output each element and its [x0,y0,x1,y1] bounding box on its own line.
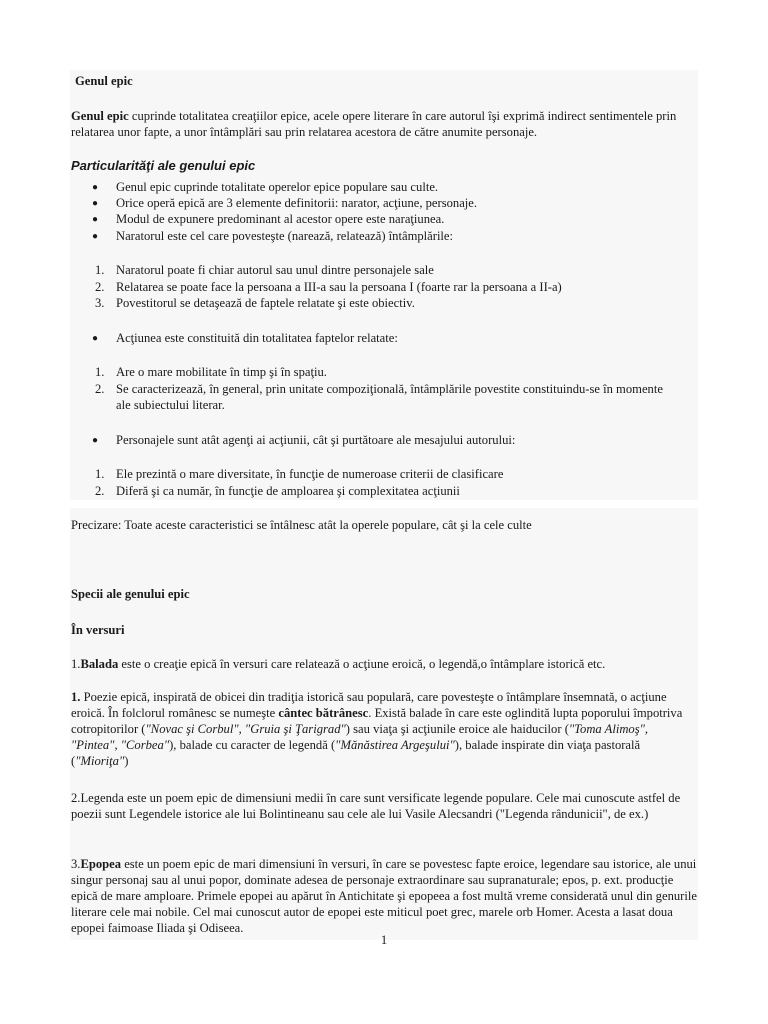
precizare-note: Precizare: Toate aceste caracteristici se întâlnesc atât la operele populare, cât şi la cele culte [71,518,532,532]
versuri-heading: În versuri [71,623,125,637]
list-number: 2. [95,280,105,294]
bullet-item: Acţiunea este constituită din totalitatea faptelor relatate: [116,331,398,345]
list-number: 1. [95,263,105,277]
bullet-item: Personajele sunt atât agenţi ai acţiunii, cât şi purtătoare ale mesajului autorului: [116,433,516,447]
list-number: 3. [95,296,105,310]
legenda-paragraph: 2.Legenda este un poem epic de dimensiuni medii în care sunt versificate legende populare. Cele mai cunoscute astfel de poezii sunt Legendele istorice ale lui Bolintineanu sau cele ale lui Vasile Alecsandri ("Legenda rândunicii", de ex.) [71,791,681,821]
list-number: 2. [95,484,105,498]
intro-paragraph: Genul epic cuprinde totalitatea creaţiilor epice, acele opere literare în care autorul îşi exprimă indirect sentimentele prin relatarea unor fapte, a unor întâmplări sau prin relatarea acestora de către anumite personaje. [71,109,677,139]
specii-heading: Specii ale genului epic [71,587,190,601]
particularitati-heading: Particularităţi ale genului epic [71,158,256,173]
list-item: Ele prezintă o mare diversitate, în funcţie de numeroase criterii de clasificare [116,467,504,481]
list-item: Are o mare mobilitate în timp şi în spaţiu. [116,365,327,379]
balada-paragraph: 1.Balada este o creaţie epică în versuri care relatează o acţiune eroică, o legendă,o întâmplare istorică etc. [71,657,606,671]
list-number: 1. [95,467,105,481]
bullet-item: Naratorul este cel care povesteşte (narează, relatează) întâmplările: [116,229,454,243]
bullet-icon: ● [92,435,99,446]
bullet-icon: ● [92,198,99,209]
list-item: Diferă şi ca număr, în funcţie de amploarea şi complexitatea acţiunii [116,484,460,498]
bullet-icon: ● [92,333,99,344]
epopeea-paragraph: 3.Epopea este un poem epic de mari dimensiuni în versuri, în care se povestesc fapte eroice, legendare sau istorice, ale unui singur personaj sau al unui popor, dominate adesea de personaje extraordinare sau supranaturale; epos, p. ext. producţie epică de mare amploare. Primele epopei au apărut în Antichitate şi epopeea a fost multă vreme considerată unul din genurile literare cele mai nobile. Cel mai cunoscut autor de epopei este miticul poet grec, marele orb Homer. Acesta a lasat doua epopei faimoase Iliada şi Odiseea. [71,857,697,935]
list-number: 1. [95,365,105,379]
list-item: Se caracterizează, în general, prin unitate compoziţională, întâmplările povestite constituindu-se în momente ale subiectului literar. [116,382,663,412]
bullet-item: Modul de expunere predominant al acestor opere este naraţiunea. [116,212,445,226]
bullet-item: Genul epic cuprinde totalitate operelor epice populare sau culte. [116,180,439,194]
page-title: Genul epic [75,74,133,88]
poezie-paragraph: 1. Poezie epică, inspirată de obicei din tradiţia istorică sau populară, care povesteşte o întâmplare însemnată, o acţiune eroică. În folclorul românesc se numeşte cântec bătrânesc. Există balade în care este oglindită lupta poporului împotriva cotropitorilor ("Novac şi Corbul", "Gruia şi Ţarigrad") sau viaţa şi acţiunile eroice ale haiducilor ("Toma Alimoş", "Pintea", "Corbea"), balade cu caracter de legendă ("Mănăstirea Argeşului"), balade inspirate din viaţa pastorală ("Mioriţa") [71,690,683,768]
bullet-icon: ● [92,182,99,193]
list-item: Naratorul poate fi chiar autorul sau unul dintre personajele sale [116,263,434,277]
page-number: 1 [380,933,388,947]
bullet-icon: ● [92,231,99,242]
bullet-icon: ● [92,214,99,225]
bullet-item: Orice operă epică are 3 elemente definitorii: narator, acţiune, personaje. [116,196,478,210]
list-item: Relatarea se poate face la persoana a III-a sau la persoana I (foarte rar la persoana a II-a) [116,280,562,294]
list-item: Povestitorul se detaşează de faptele relatate şi este obiectiv. [116,296,415,310]
list-number: 2. [95,382,105,396]
